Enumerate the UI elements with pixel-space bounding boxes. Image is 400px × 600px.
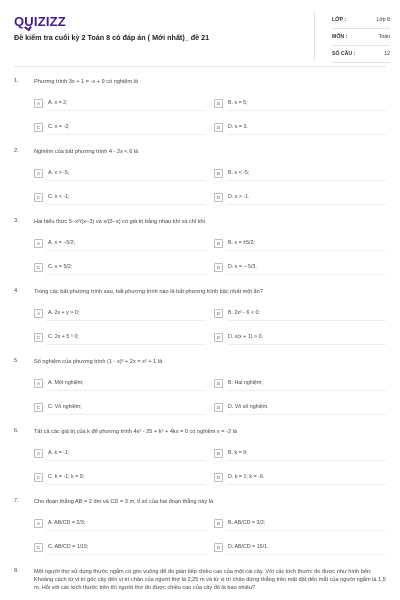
header-divider <box>14 66 386 67</box>
option-letter-box: B <box>214 99 223 108</box>
option-underline <box>46 320 206 321</box>
option-underline <box>226 134 386 135</box>
option-underline <box>226 460 386 461</box>
question-text: Trong các bất phương trình sau, bất phương trình nào là bất phương trình bậc nhất một ẩn? <box>34 289 263 295</box>
option-underline <box>46 250 206 251</box>
answer-option-d[interactable] <box>214 261 257 273</box>
option-letter-box: B <box>214 239 223 248</box>
option-letter-box: C <box>34 123 43 132</box>
meta-label: SỐ CÂU : <box>332 51 356 57</box>
question-text: Tất cả các giá trị của k để phương trình 4x² - 25 + k² + 4kx = 0 có nghiệm x = -2 là <box>34 429 237 435</box>
option-letter-box: D <box>214 193 223 202</box>
question-number: 4. <box>14 288 19 294</box>
option-text: D. x = − 5/3. <box>228 264 257 270</box>
option-letter-box: D <box>214 333 223 342</box>
option-letter-box: B <box>214 169 223 178</box>
option-underline <box>46 390 206 391</box>
meta-value: Toán <box>378 34 390 40</box>
option-text: A. x = 2; <box>48 100 68 106</box>
option-underline <box>46 554 206 555</box>
meta-row-subject <box>332 29 390 46</box>
option-text: A. Một nghiệm; <box>48 380 84 386</box>
option-underline <box>226 554 386 555</box>
option-underline <box>226 530 386 531</box>
meta-panel <box>332 12 390 63</box>
option-letter-box: A <box>34 309 43 318</box>
option-underline <box>46 344 206 345</box>
answer-option-b[interactable] <box>214 447 248 459</box>
question-text: Cho đoạn thẳng AB = 2 dm và CD = 3 m, tỉ số của hai đoạn thẳng này là <box>34 499 214 505</box>
option-letter-box: B <box>214 379 223 388</box>
option-text: C. x = 5/2; <box>48 264 73 270</box>
option-text: C. k = -1; k = 9; <box>48 474 85 480</box>
option-underline <box>46 274 206 275</box>
option-letter-box: C <box>34 543 43 552</box>
option-underline <box>46 180 206 181</box>
worksheet-header <box>0 0 400 64</box>
option-underline <box>46 110 206 111</box>
option-letter-box: C <box>34 473 43 482</box>
answer-option-b[interactable] <box>214 307 260 319</box>
quizizz-logo: QUIZIZZ <box>14 14 66 29</box>
answer-option-b[interactable] <box>214 517 265 529</box>
option-letter-box: C <box>34 193 43 202</box>
question-number: 8. <box>14 568 19 574</box>
option-text: A. AB/CD = 2/3; <box>48 520 86 526</box>
answer-option-d[interactable] <box>214 401 269 413</box>
option-letter-box: D <box>214 403 223 412</box>
option-text: C. x < -1; <box>48 194 70 200</box>
option-underline <box>226 320 386 321</box>
option-text: D. Vô số nghiệm. <box>228 404 269 410</box>
option-underline <box>226 250 386 251</box>
option-letter-box: D <box>214 123 223 132</box>
answer-option-a[interactable] <box>34 447 69 459</box>
question-number: 5. <box>14 358 19 364</box>
question-text: Số nghiệm của phương trình (1 - x)² + 2x = x² + 1 là <box>34 359 163 365</box>
option-letter-box: A <box>34 449 43 458</box>
option-underline <box>226 390 386 391</box>
option-letter-box: C <box>34 403 43 412</box>
option-text: C. x = -2; <box>48 124 70 130</box>
answer-option-a[interactable] <box>34 237 75 249</box>
option-underline <box>46 530 206 531</box>
option-text: B. 2x² - 6 < 0; <box>228 310 260 316</box>
answer-option-c[interactable] <box>34 541 88 553</box>
option-underline <box>226 274 386 275</box>
option-underline <box>46 460 206 461</box>
answer-option-c[interactable] <box>34 261 72 273</box>
option-letter-box: D <box>214 473 223 482</box>
option-letter-box: C <box>34 333 43 342</box>
option-underline <box>226 344 386 345</box>
option-letter-box: A <box>34 379 43 388</box>
answer-option-a[interactable] <box>34 167 69 179</box>
answer-option-c[interactable] <box>34 401 82 413</box>
option-letter-box: B <box>214 449 223 458</box>
option-letter-box: B <box>214 309 223 318</box>
option-letter-box: A <box>34 99 43 108</box>
option-text: D. AB/CD = 15/1. <box>228 544 269 550</box>
answer-option-a[interactable] <box>34 377 84 389</box>
option-text: A. k = -1; <box>48 450 70 456</box>
option-text: D. x = 3. <box>228 124 248 130</box>
option-letter-box: B <box>214 519 223 528</box>
document-title: Đề kiểm tra cuối kỳ 2 Toán 8 có đáp án ( Mới nhất)_ đề 21 <box>14 33 210 42</box>
option-underline <box>46 484 206 485</box>
option-text: A. 2x + y > 0; <box>48 310 80 316</box>
option-text: B. x = ±5/2; <box>228 240 255 246</box>
question-number: 7. <box>14 498 19 504</box>
option-text: C. Vô nghiệm; <box>48 404 82 410</box>
option-text: D. x > -1. <box>228 194 250 200</box>
answer-option-d[interactable] <box>214 191 250 203</box>
meta-row-class <box>332 12 390 29</box>
answer-option-a[interactable] <box>34 307 79 319</box>
option-underline <box>226 414 386 415</box>
meta-row-count <box>332 46 390 63</box>
answer-option-c[interactable] <box>34 191 70 203</box>
meta-value: 12 <box>384 51 390 57</box>
option-letter-box: A <box>34 519 43 528</box>
answer-option-d[interactable] <box>214 541 268 553</box>
answer-option-b[interactable] <box>214 97 248 109</box>
answer-option-a[interactable] <box>34 517 85 529</box>
question-text: Một người thợ sử dụng thước ngắm có góc vuông để đo gián tiếp chiều cao của một cái cây. Với các kích thước đo được như hình bên: Khoảng cách từ vị trí gốc cây đến vị trí chân của người thợ là 2,25 m và từ vị trí chân đứng thẳng trên mặt đất đến mắt của người ngắm là 1,5 m. Hỏi với các kích thước trên thì người thợ đo được chiều cao của cây đó là bao nhiêu? <box>34 569 386 591</box>
option-letter-box: D <box>214 263 223 272</box>
option-underline <box>46 134 206 135</box>
question-number: 1. <box>14 78 19 84</box>
option-letter-box: A <box>34 169 43 178</box>
option-text: B. x < -5; <box>228 170 250 176</box>
option-underline <box>226 484 386 485</box>
option-text: A. x = −5/2; <box>48 240 76 246</box>
option-text: A. x > -5; <box>48 170 70 176</box>
meta-label: MÔN : <box>332 34 348 40</box>
question-number: 2. <box>14 148 19 154</box>
answer-option-d[interactable] <box>214 121 248 133</box>
question-text: Hai biểu thức 5−x²/(x−3) và x/(3−x) có giá trị bằng nhau khi và chỉ khi <box>34 219 205 225</box>
answer-option-b[interactable] <box>214 377 263 389</box>
answer-option-c[interactable] <box>34 331 79 343</box>
option-text: B. Hai nghiệm; <box>228 380 263 386</box>
option-text: B. AB/CD = 3/2; <box>228 520 266 526</box>
question-number: 3. <box>14 218 19 224</box>
answer-option-d[interactable] <box>214 331 263 343</box>
option-text: D. x(x + 1) > 0. <box>228 334 264 340</box>
option-underline <box>226 204 386 205</box>
question-number: 6. <box>14 428 19 434</box>
option-underline <box>226 110 386 111</box>
option-underline <box>226 180 386 181</box>
option-letter-box: D <box>214 543 223 552</box>
answer-option-b[interactable] <box>214 167 249 179</box>
answer-option-a[interactable] <box>34 97 68 109</box>
option-letter-box: C <box>34 263 43 272</box>
answer-option-b[interactable] <box>214 237 255 249</box>
option-text: C. 2x + 5 ⁵ 0; <box>48 334 79 340</box>
option-text: D. k = 1; k = -9. <box>228 474 265 480</box>
option-letter-box: A <box>34 239 43 248</box>
answer-option-c[interactable] <box>34 471 84 483</box>
meta-label: LỚP : <box>332 17 347 23</box>
question-text: Phương trình 3x + 1 = -x + 9 có nghiệm là <box>34 79 138 85</box>
question-text: Nghiệm của bất phương trình 4 - 2x < 6 là <box>34 149 139 155</box>
meta-divider <box>314 12 315 60</box>
option-underline <box>46 204 206 205</box>
meta-value: Lớp 8 <box>376 17 390 23</box>
option-text: B. x = 5; <box>228 100 248 106</box>
option-text: C. AB/CD = 1/15; <box>48 544 89 550</box>
answer-option-d[interactable] <box>214 471 264 483</box>
option-underline <box>46 414 206 415</box>
option-text: B. k = 9; <box>228 450 248 456</box>
answer-option-c[interactable] <box>34 121 70 133</box>
